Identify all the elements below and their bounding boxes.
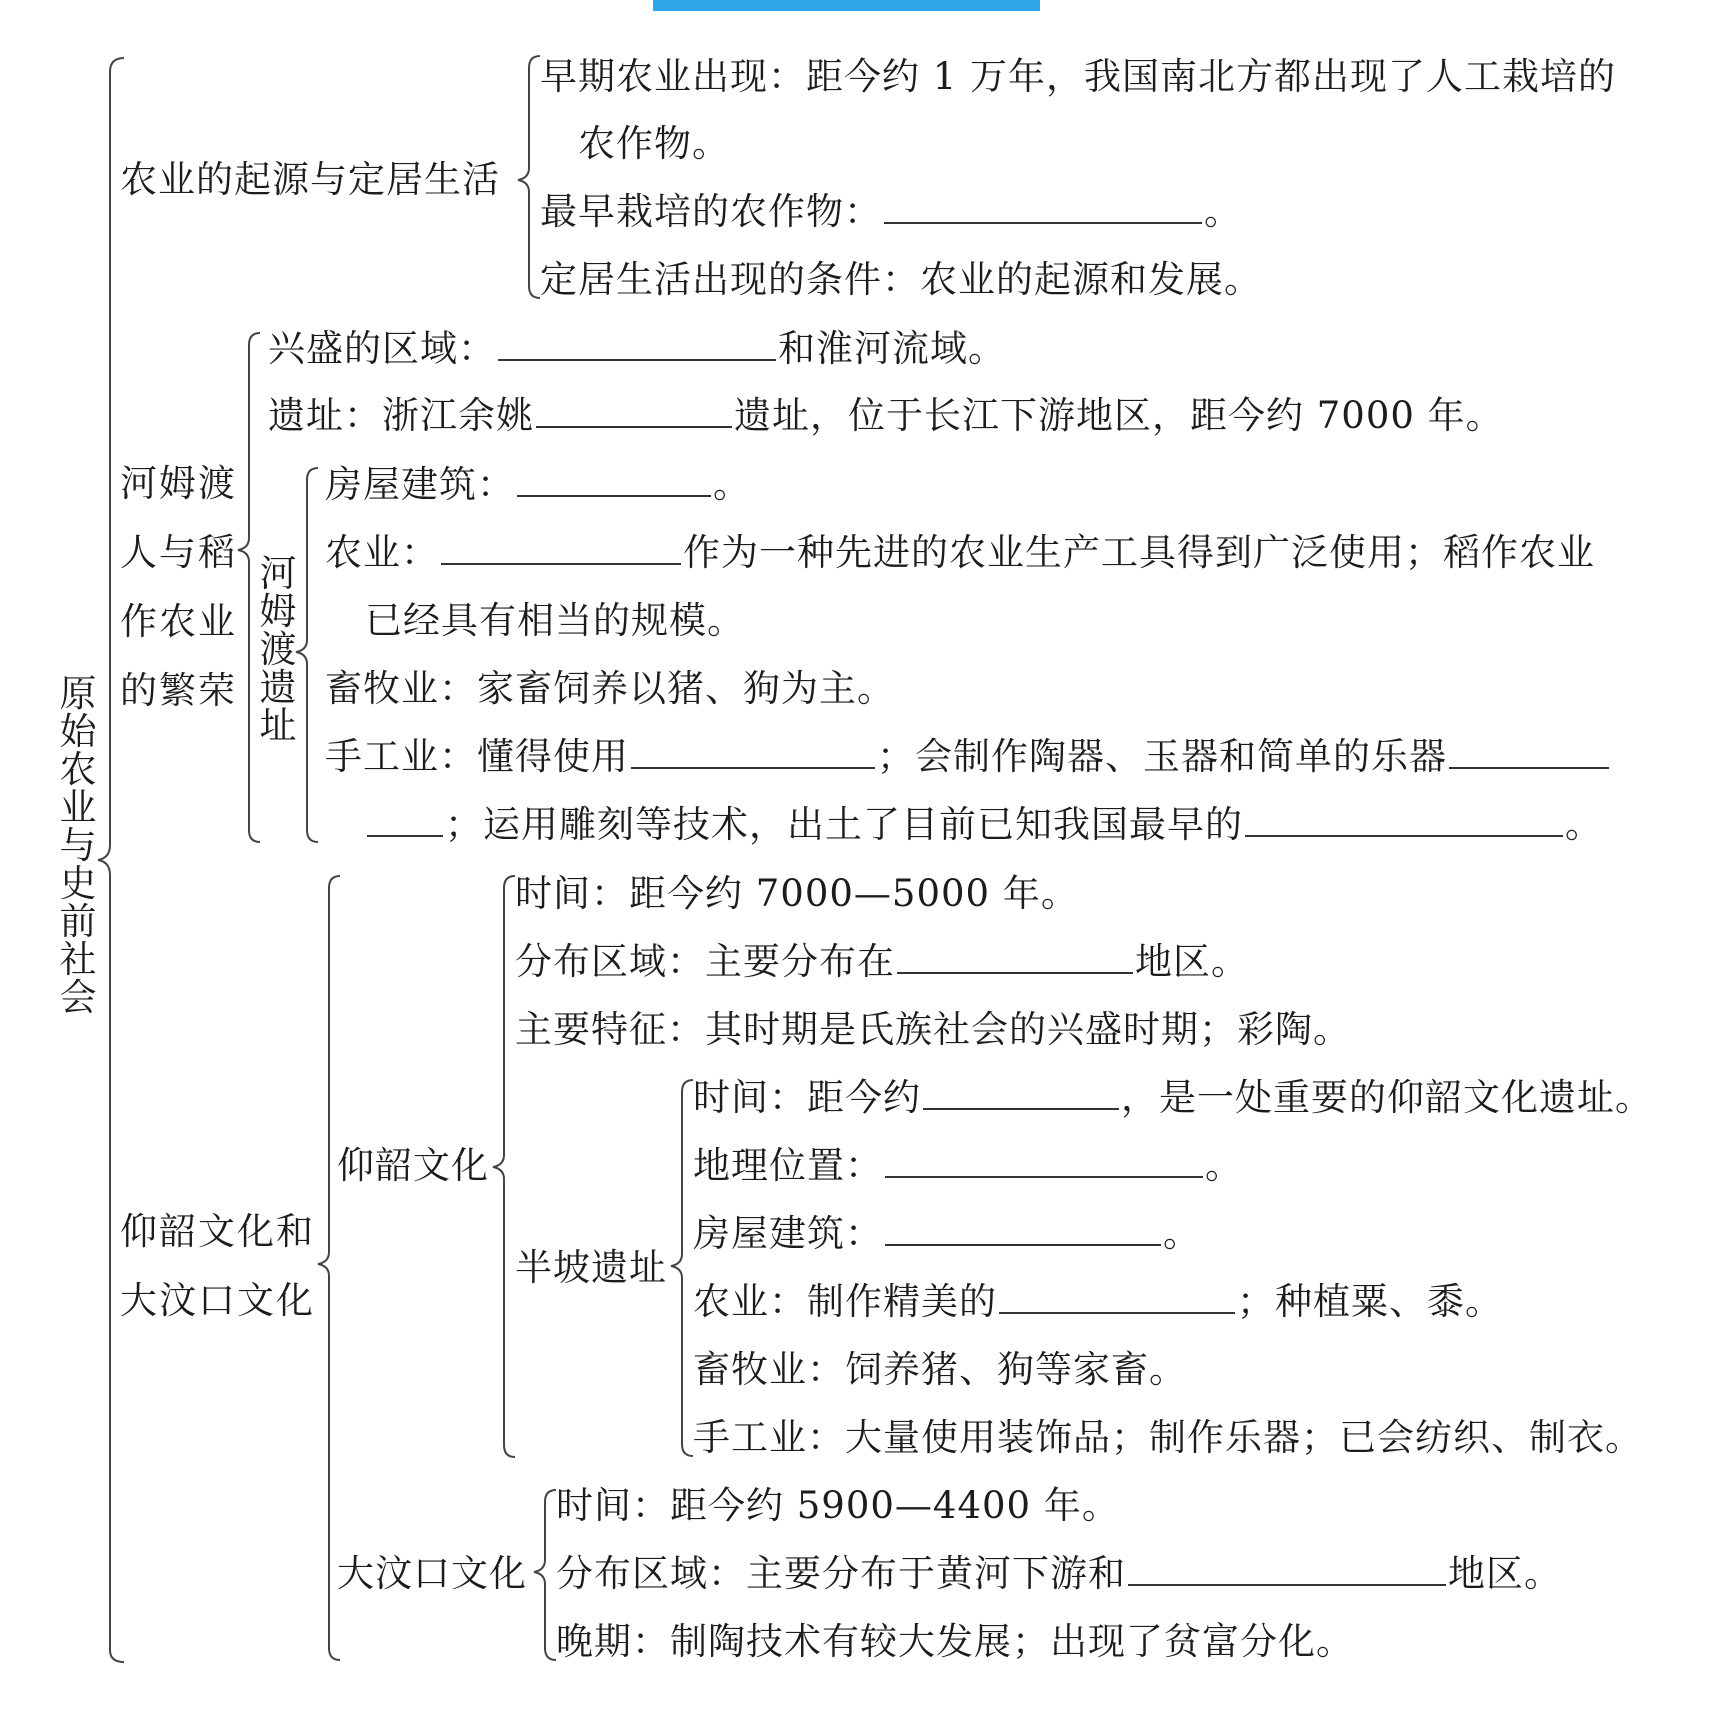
ys-title: 仰韶文化 bbox=[337, 1144, 489, 1187]
s2-craft-end: 。 bbox=[1565, 803, 1603, 846]
bp-geo bbox=[693, 1144, 1243, 1188]
bp-time-label: 时间：距今约 bbox=[693, 1076, 921, 1119]
dwk-time: 时间：距今约 5900—4400 年。 bbox=[556, 1484, 1120, 1527]
bp-herd: 畜牧业：饲养猪、狗等家畜。 bbox=[693, 1348, 1187, 1391]
s1-crop-blank[interactable] bbox=[884, 192, 1202, 224]
s2-craft-blank-1[interactable] bbox=[631, 737, 875, 769]
brace-s1 bbox=[518, 56, 540, 298]
bp-agri-label: 农业：制作精美的 bbox=[693, 1280, 997, 1323]
dwk-area-label: 分布区域：主要分布于黄河下游和 bbox=[556, 1552, 1126, 1595]
s3-title: 仰韶文化和大汶口文化 bbox=[120, 1210, 315, 1322]
s2-craft-blank-3[interactable] bbox=[1245, 805, 1563, 837]
s2-region-blank[interactable] bbox=[498, 329, 776, 361]
s2-craft-cont-text: ；运用雕刻等技术，出土了目前已知我国最早的 bbox=[445, 803, 1243, 846]
s2-craft-cont bbox=[365, 803, 1603, 847]
s1-title: 农业的起源与定居生活 bbox=[120, 158, 500, 201]
bp-house-blank[interactable] bbox=[885, 1214, 1161, 1246]
s1-crop-end: 。 bbox=[1204, 190, 1242, 233]
s2-agri-label: 农业： bbox=[325, 531, 439, 574]
brace-root bbox=[98, 58, 124, 1662]
s2-house-blank[interactable] bbox=[517, 465, 711, 497]
bp-geo-label: 地理位置： bbox=[693, 1144, 883, 1187]
brace-banpo bbox=[671, 1080, 693, 1456]
root-title: 原始农业与史前社会 bbox=[59, 672, 97, 1019]
bp-time bbox=[693, 1076, 1653, 1120]
s2-agri-cont: 已经具有相当的规模。 bbox=[365, 599, 745, 642]
s2-region-end: 和淮河流域。 bbox=[778, 327, 1006, 370]
bp-agri bbox=[693, 1280, 1503, 1324]
s2-sub-title: 河姆渡遗址 bbox=[259, 552, 297, 747]
s2-region-label: 兴盛的区域： bbox=[268, 327, 496, 370]
bp-geo-end: 。 bbox=[1205, 1144, 1243, 1187]
s1-item-early: 早期农业出现：距今约 1 万年，我国南北方都出现了人工栽培的 bbox=[540, 55, 1617, 98]
s1-item-crop bbox=[540, 190, 1242, 234]
s2-site-label: 遗址：浙江余姚 bbox=[268, 394, 534, 437]
bp-agri-end: ；种植粟、黍。 bbox=[1237, 1280, 1503, 1323]
brace-s3 bbox=[318, 876, 340, 1660]
s2-site bbox=[268, 394, 1504, 438]
ys-area-blank[interactable] bbox=[897, 942, 1133, 974]
s2-house-end: 。 bbox=[713, 463, 751, 506]
brace-hemudu bbox=[296, 468, 318, 842]
bp-house-label: 房屋建筑： bbox=[693, 1212, 883, 1255]
s2-house bbox=[325, 463, 751, 507]
dwk-title: 大汶口文化 bbox=[337, 1552, 527, 1595]
s2-region bbox=[268, 327, 1006, 371]
s2-agri bbox=[325, 531, 1595, 575]
bp-time-end: ，是一处重要的仰韶文化遗址。 bbox=[1121, 1076, 1653, 1119]
s2-house-label: 房屋建筑： bbox=[325, 463, 515, 506]
s2-site-blank[interactable] bbox=[536, 396, 732, 428]
s2-title: 河姆渡人与稻作农业的繁荣 bbox=[120, 462, 237, 712]
s2-herd: 畜牧业：家畜饲养以猪、狗为主。 bbox=[325, 667, 895, 710]
bp-title: 半坡遗址 bbox=[515, 1246, 667, 1289]
bp-house-end: 。 bbox=[1163, 1212, 1201, 1255]
s2-craft-label: 手工业：懂得使用 bbox=[325, 735, 629, 778]
brace-yangshao bbox=[493, 876, 515, 1457]
dwk-late: 晚期：制陶技术有较大发展；出现了贫富分化。 bbox=[556, 1620, 1354, 1663]
bp-time-blank[interactable] bbox=[923, 1078, 1119, 1110]
bp-geo-blank[interactable] bbox=[885, 1146, 1203, 1178]
dwk-area-blank[interactable] bbox=[1128, 1554, 1446, 1586]
s2-agri-rest: 作为一种先进的农业生产工具得到广泛使用；稻作农业 bbox=[683, 531, 1595, 574]
s2-agri-blank[interactable] bbox=[441, 533, 681, 565]
bp-craft: 手工业：大量使用装饰品；制作乐器；已会纺织、制衣。 bbox=[693, 1416, 1643, 1459]
ys-feature: 主要特征：其时期是氏族社会的兴盛时期；彩陶。 bbox=[515, 1008, 1351, 1051]
ys-area bbox=[515, 940, 1249, 984]
ys-area-label: 分布区域：主要分布在 bbox=[515, 940, 895, 983]
s1-item-early-cont: 农作物。 bbox=[578, 122, 730, 165]
dwk-area-end: 地区。 bbox=[1448, 1552, 1562, 1595]
bp-house bbox=[693, 1212, 1201, 1256]
s2-site-end: 遗址，位于长江下游地区，距今约 7000 年。 bbox=[734, 394, 1504, 437]
s2-craft-mid: ；会制作陶器、玉器和简单的乐器 bbox=[877, 735, 1447, 778]
bp-agri-blank[interactable] bbox=[999, 1282, 1235, 1314]
ys-time: 时间：距今约 7000—5000 年。 bbox=[515, 872, 1079, 915]
s2-craft-blank-2[interactable] bbox=[1449, 737, 1609, 769]
s2-craft-blank-2b[interactable] bbox=[367, 805, 443, 837]
brace-dawenkou bbox=[534, 1490, 556, 1660]
ys-area-end: 地区。 bbox=[1135, 940, 1249, 983]
s1-crop-label: 最早栽培的农作物： bbox=[540, 190, 882, 233]
s1-item-settle: 定居生活出现的条件：农业的起源和发展。 bbox=[540, 258, 1262, 301]
s2-craft bbox=[325, 735, 1611, 779]
dwk-area bbox=[556, 1552, 1562, 1596]
